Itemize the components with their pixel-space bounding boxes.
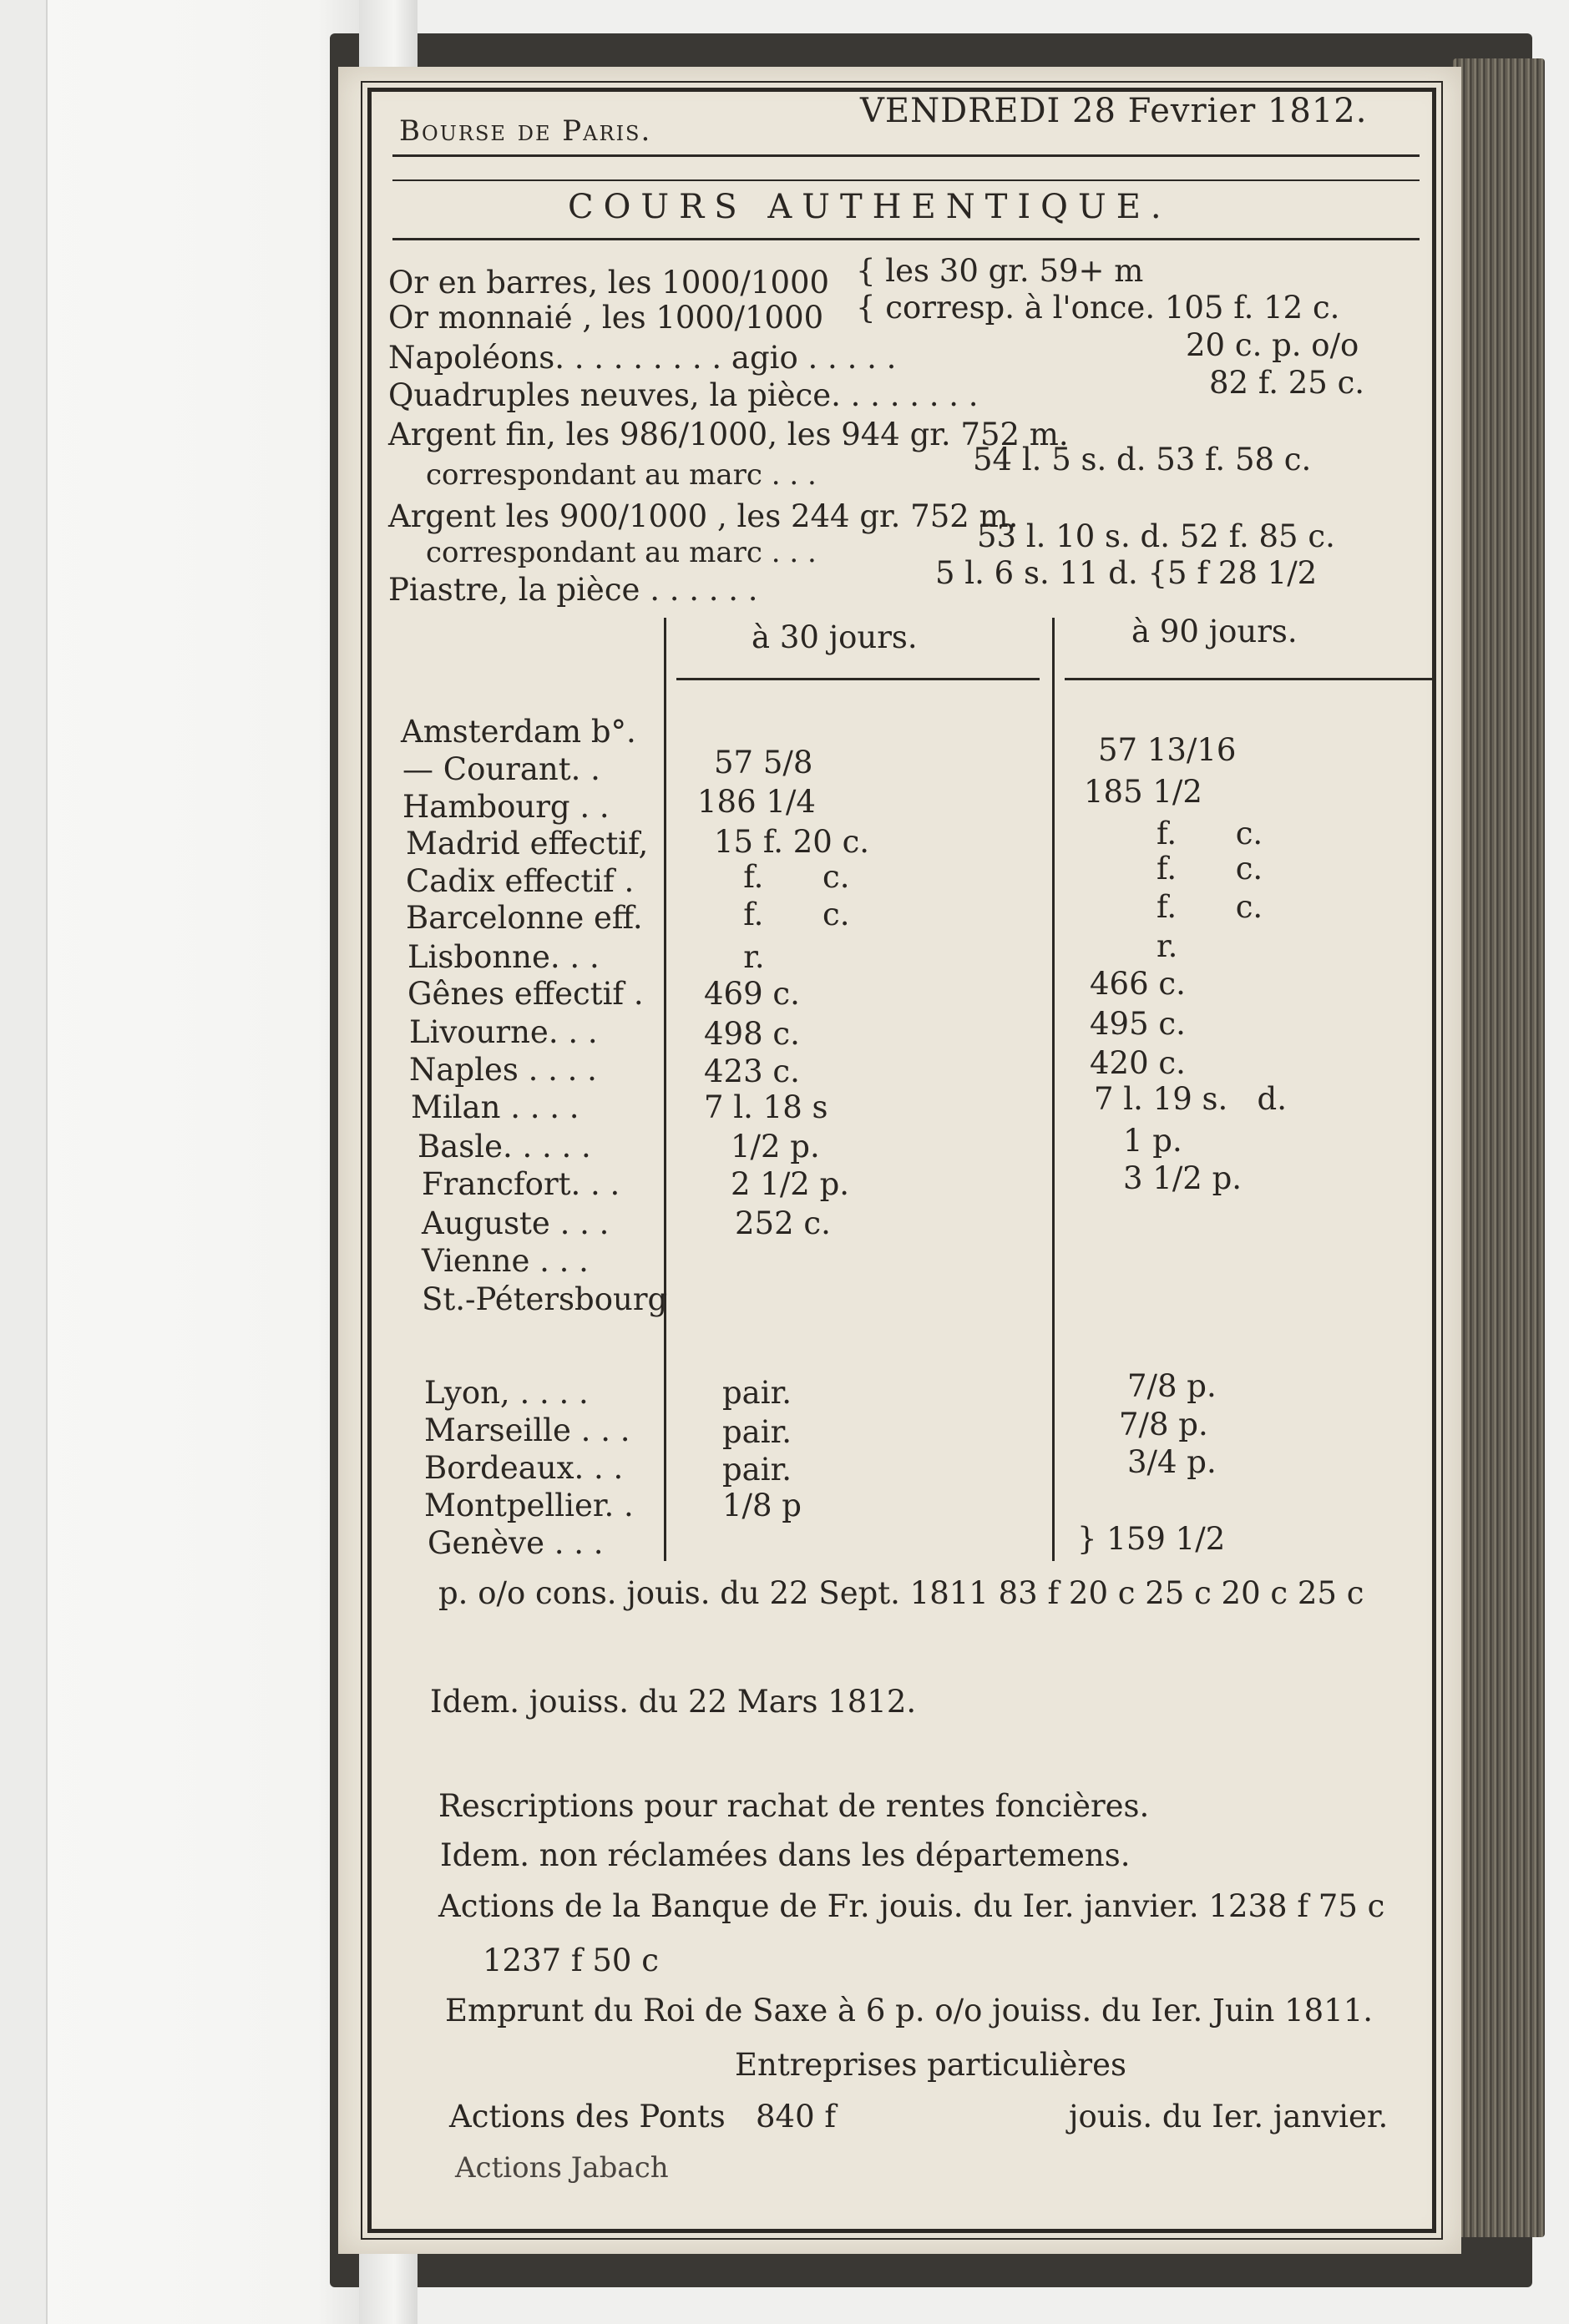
metal-label-8: correspondant au marc . . . — [426, 536, 817, 569]
rate90-marseille: 7/8 p. — [1119, 1407, 1208, 1442]
header-left: Bourse de Paris. — [399, 114, 652, 148]
rate30-cadix: f. c. — [714, 859, 850, 895]
place-courant: — Courant. . — [402, 751, 600, 787]
metal-label-4: Quadruples neuves, la pièce. . . . . . . . — [388, 377, 979, 413]
metal-label-5: Argent fin, les 986/1000, les 944 gr. 752 m. — [388, 417, 1069, 452]
fund-idem-departemens: Idem. non réclamées dans les départemens. — [440, 1837, 1131, 1873]
metal-label-3: Napoléons. . . . . . . . . agio . . . . . — [388, 340, 897, 376]
place-vienne: Vienne . . . — [422, 1243, 589, 1279]
rate90-barcelonne: f. c. — [1157, 889, 1263, 925]
place-geneve: Genève . . . — [428, 1525, 604, 1561]
metal-value-2: { corresp. à l'once. 105 f. 12 c. — [856, 290, 1340, 326]
rate30-barcelonne: f. c. — [714, 897, 850, 932]
place-auguste: Auguste . . . — [422, 1205, 610, 1241]
pont-value: 840 f — [756, 2099, 837, 2135]
place-madrid: Madrid effectif, — [406, 826, 649, 861]
rate90-hambourg: 185 1/2 — [1084, 774, 1202, 810]
metal-label-1: Or en barres, les 1000/1000 — [388, 265, 830, 301]
rate90-francfort: 3 1/2 p. — [1123, 1160, 1243, 1196]
fund-banque-second: 1237 f 50 c — [483, 1943, 659, 1978]
place-montpellier: Montpellier. . — [424, 1488, 634, 1523]
title-rule — [392, 238, 1420, 240]
metal-value-1: { les 30 gr. 59+ m — [856, 253, 1144, 289]
metal-label-9: Piastre, la pièce . . . . . . — [388, 572, 758, 608]
rate90-basle: 1 p. — [1123, 1123, 1182, 1159]
header-rule-top — [392, 154, 1420, 157]
rate90-geneve: } 159 1/2 — [1077, 1521, 1226, 1557]
table-divider-right — [1052, 618, 1055, 1561]
left-page-margin — [0, 0, 48, 2324]
rate30-basle: 1/2 p. — [731, 1129, 820, 1165]
rate90-genes: 466 c. — [1090, 966, 1186, 1002]
place-bordeaux: Bordeaux. . . — [424, 1450, 624, 1486]
place-milan: Milan . . . . — [411, 1089, 580, 1125]
metal-value-6: 54 l. 5 s. d. 53 f. 58 c. — [973, 442, 1312, 477]
rate90-courant: 57 13/16 — [1098, 732, 1237, 768]
section-entreprises: Entreprises particulières — [735, 2047, 1126, 2083]
rate90-milan: 7 l. 19 s. d. — [1094, 1081, 1287, 1117]
metal-value-3: 20 c. p. o/o — [1186, 327, 1359, 363]
fund-idem-mars: Idem. jouiss. du 22 Mars 1812. — [430, 1684, 917, 1720]
place-lisbonne: Lisbonne. . . — [407, 939, 600, 975]
rate90-bordeaux: 3/4 p. — [1127, 1444, 1217, 1480]
col30-rule — [676, 678, 1040, 680]
rate30-madrid: 15 f. 20 c. — [714, 824, 870, 860]
place-francfort: Francfort. . . — [422, 1166, 620, 1202]
metal-label-2: Or monnaié , les 1000/1000 — [388, 300, 824, 336]
rate90-lisbonne: r. — [1157, 928, 1178, 964]
metal-label-6: correspondant au marc . . . — [426, 458, 817, 492]
pont-label: Actions des Ponts — [449, 2099, 726, 2135]
rate30-auguste: 252 c. — [735, 1205, 831, 1241]
header-right: VENDREDI 28 Fevrier 1812. — [860, 92, 1368, 130]
place-lyon: Lyon, . . . . — [424, 1375, 589, 1411]
rate30-naples: 423 c. — [704, 1053, 800, 1089]
jabach-label: Actions Jabach — [455, 2151, 669, 2185]
place-cadix: Cadix effectif . — [406, 863, 635, 899]
fund-consolidated: p. o/o cons. jouis. du 22 Sept. 1811 83 f 20 c 25 c 20 c 25 c — [438, 1575, 1364, 1611]
rate30-lisbonne: r. — [714, 939, 765, 975]
rate30-montpellier: 1/8 p — [722, 1488, 802, 1523]
place-marseille: Marseille . . . — [424, 1412, 630, 1448]
left-page — [0, 0, 359, 2324]
rate30-lyon: pair. — [722, 1375, 792, 1411]
place-stpetersbourg: St.-Pétersbourg — [422, 1281, 668, 1317]
fund-rescriptions: Rescriptions pour rachat de rentes foncières. — [438, 1788, 1150, 1824]
rate30-courant: 57 5/8 — [714, 745, 813, 781]
col90-header: à 90 jours. — [1131, 614, 1298, 649]
rate30-marseille: pair. — [722, 1414, 792, 1450]
rate30-genes: 469 c. — [704, 976, 800, 1012]
rate90-lyon: 7/8 p. — [1127, 1368, 1217, 1404]
rate30-hambourg: 186 1/4 — [697, 784, 816, 820]
metal-value-8: 53 l. 10 s. d. 52 f. 85 c. — [977, 518, 1335, 554]
rate90-cadix: f. c. — [1157, 851, 1263, 887]
fund-banque: Actions de la Banque de Fr. jouis. du Ier. janvier. 1238 f 75 c — [438, 1888, 1385, 1924]
table-divider-left — [664, 618, 666, 1561]
place-genes: Gênes effectif . — [407, 976, 644, 1012]
rate90-livourne: 495 c. — [1090, 1006, 1186, 1042]
metal-label-7: Argent les 900/1000 , les 244 gr. 752 m. — [388, 498, 1019, 534]
page-title: COURS AUTHENTIQUE. — [568, 188, 1172, 226]
fund-saxe: Emprunt du Roi de Saxe à 6 p. o/o jouiss. du Ier. Juin 1811. — [445, 1993, 1373, 2028]
page-edges — [1453, 58, 1545, 2237]
rate90-naples: 420 c. — [1090, 1045, 1186, 1081]
rate30-bordeaux: pair. — [722, 1452, 792, 1488]
place-hambourg: Hambourg . . — [402, 789, 610, 825]
place-naples: Naples . . . . — [409, 1052, 597, 1088]
rate90-madrid: f. c. — [1157, 816, 1263, 851]
col30-header: à 30 jours. — [752, 619, 918, 655]
place-amsterdam: Amsterdam b°. — [401, 714, 636, 750]
rate30-livourne: 498 c. — [704, 1016, 800, 1052]
metal-value-9: 5 l. 6 s. 11 d. {5 f 28 1/2 — [935, 555, 1318, 591]
header-rule-bottom — [392, 179, 1420, 181]
place-livourne: Livourne. . . — [409, 1014, 598, 1050]
place-basle: Basle. . . . . — [418, 1129, 591, 1165]
pont-note: jouis. du Ier. janvier. — [1069, 2099, 1389, 2135]
metal-value-4: 82 f. 25 c. — [1209, 365, 1365, 401]
rate30-francfort: 2 1/2 p. — [731, 1166, 850, 1202]
place-barcelonne: Barcelonne eff. — [406, 900, 643, 936]
rate30-milan: 7 l. 18 s — [704, 1089, 828, 1125]
col90-rule — [1065, 678, 1432, 680]
